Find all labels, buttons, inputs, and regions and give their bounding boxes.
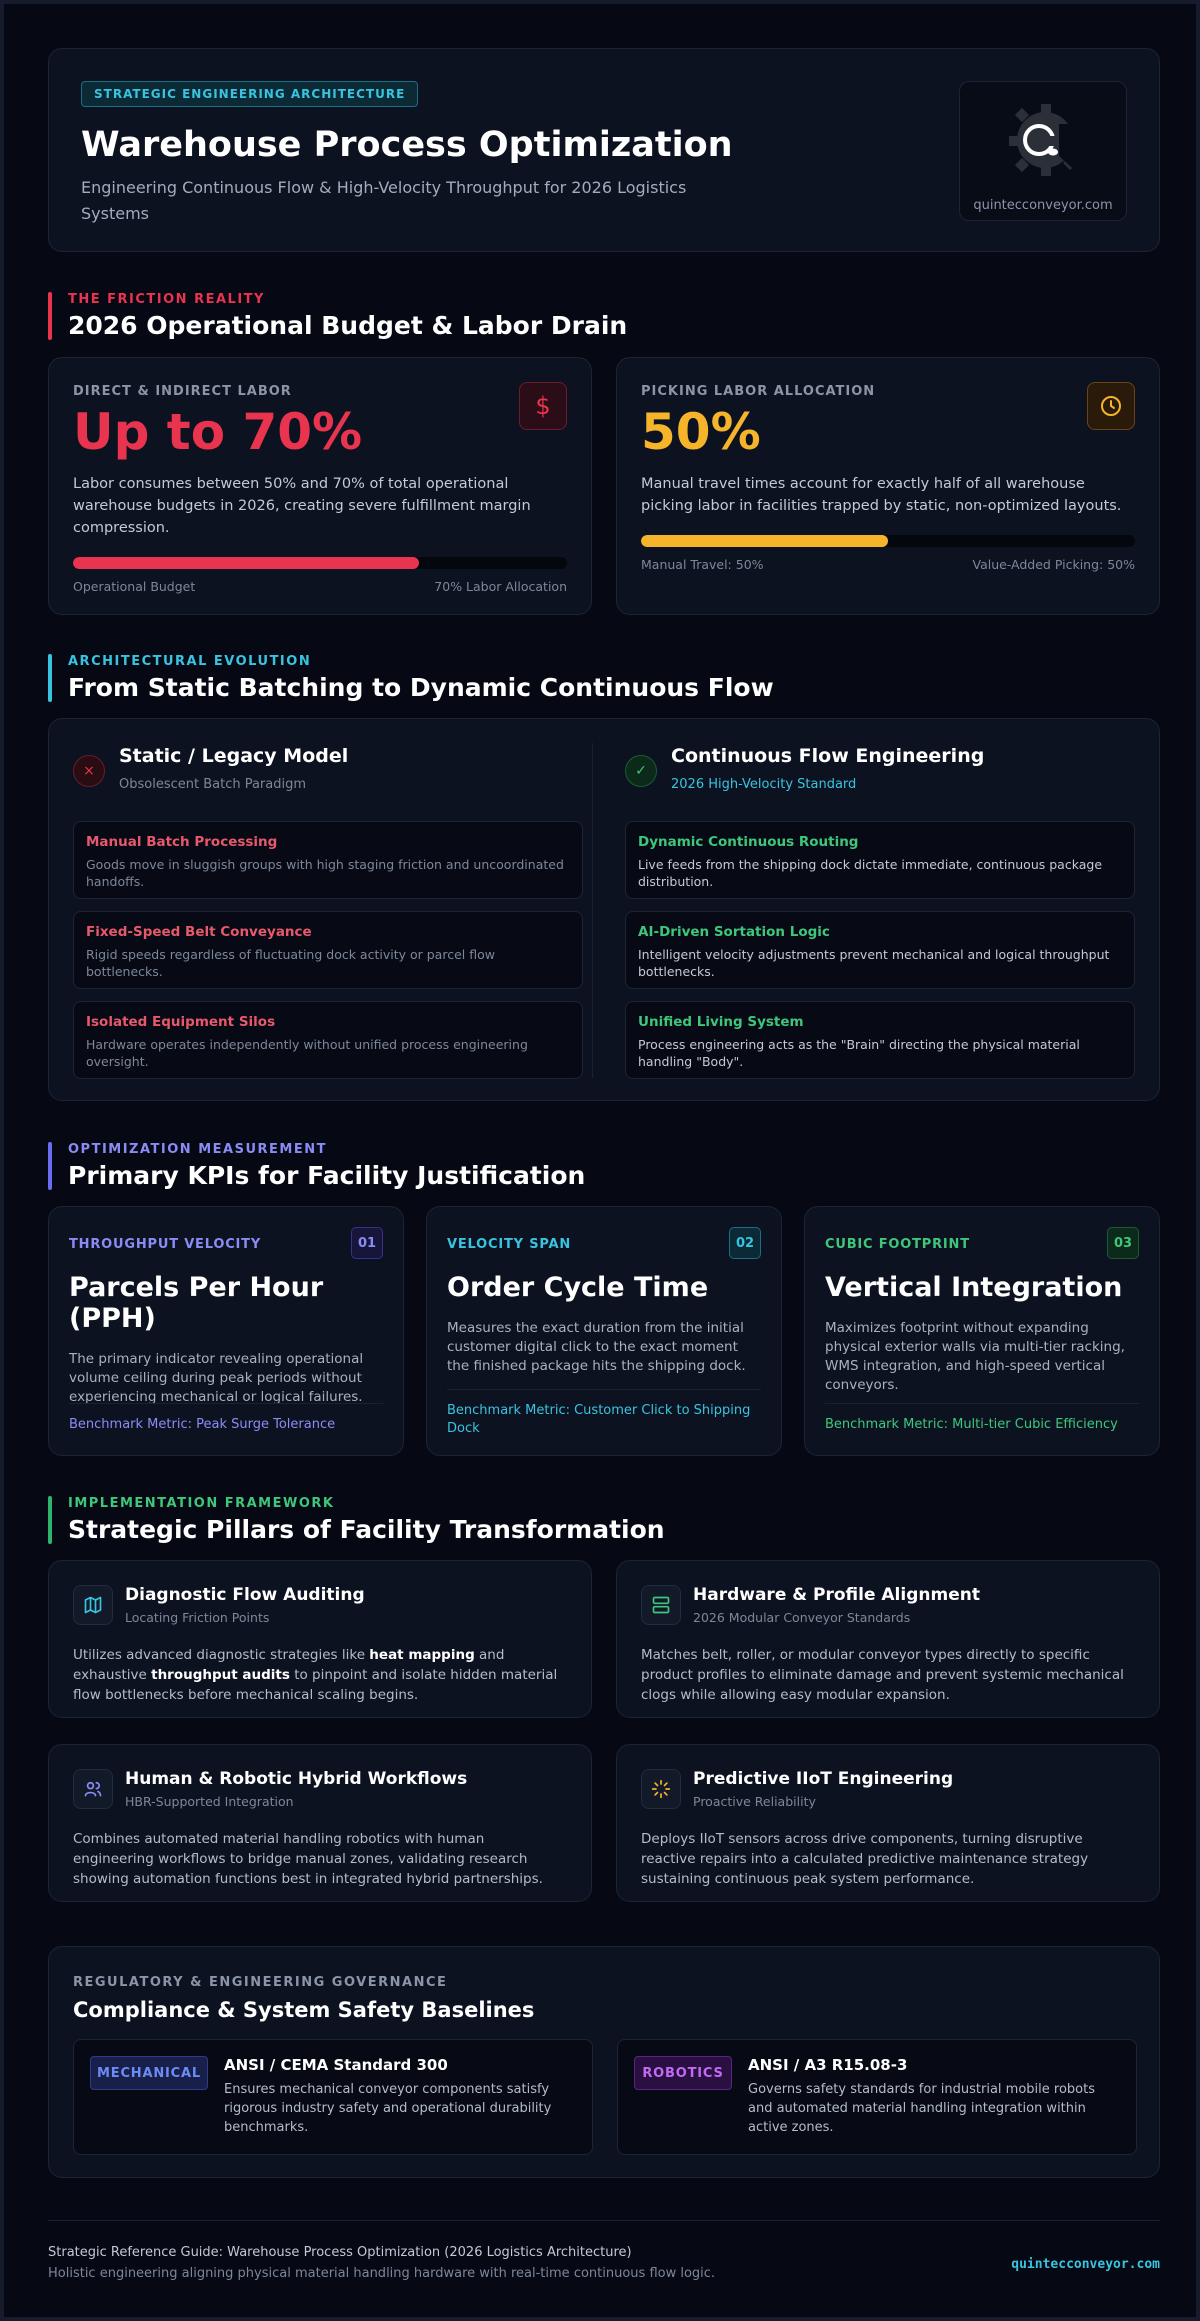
- server-icon: [641, 1585, 681, 1625]
- list-item: [625, 911, 1135, 989]
- kpi-eyebrow: VELOCITY SPAN: [447, 1237, 572, 1252]
- list-item: [625, 821, 1135, 899]
- kpi-card-vertical: [804, 1206, 1160, 1456]
- kpi-description: The primary indicator revealing operational volume ceiling during peak periods without experiencing mechanical or logical failures.: [69, 1351, 364, 1405]
- pillar-description: Matches belt, roller, or modular conveyor types directly to specific product profiles to eliminate damage and prevent systemic mechanical clogs while allowing easy modular expansion.: [641, 1647, 1124, 1703]
- check-mark-icon: ✓: [625, 755, 657, 787]
- picking-percent-value: 50%: [641, 403, 761, 461]
- list-item: [625, 1001, 1135, 1079]
- item-title: Isolated Equipment Silos: [86, 1014, 276, 1030]
- item-text: Goods move in sluggish groups with high staging friction and uncoordinated handoffs.: [86, 857, 564, 889]
- section-eyebrow: THE FRICTION REALITY: [68, 292, 265, 307]
- kpi-benchmark: Benchmark Metric: Peak Surge Tolerance: [69, 1403, 383, 1434]
- item-title: AI-Driven Sortation Logic: [638, 924, 830, 940]
- card-label: DIRECT & INDIRECT LABOR: [73, 384, 292, 399]
- pillar-title: Predictive IIoT Engineering: [693, 1769, 954, 1789]
- highlight-text: throughput audits: [151, 1667, 290, 1683]
- standard-card-mechanical: [73, 2039, 593, 2155]
- item-text: Hardware operates independently without unified process engineering oversight.: [86, 1037, 528, 1069]
- item-text: Process engineering acts as the "Brain" directing the physical material handling "Body".: [638, 1037, 1080, 1069]
- section-title: Strategic Pillars of Facility Transformation: [68, 1515, 665, 1544]
- kpi-description: Maximizes footprint without expanding physical exterior walls via multi-tier racking, WMS integration, and high-speed vertical conveyors.: [825, 1320, 1125, 1393]
- picking-progress-bar: [641, 535, 1135, 547]
- kpi-title: Parcels Per Hour (PPH): [69, 1272, 324, 1334]
- footer-link[interactable]: quintecconveyor.com: [1011, 2257, 1160, 2272]
- pillar-title: Diagnostic Flow Auditing: [125, 1585, 365, 1605]
- category-badge: STRATEGIC ENGINEERING ARCHITECTURE: [81, 81, 418, 107]
- mechanical-tag: MECHANICAL: [90, 2056, 208, 2090]
- section-title: From Static Batching to Dynamic Continuous Flow: [68, 673, 774, 702]
- kpi-number-badge: 02: [729, 1227, 761, 1259]
- budget-progress-fill: [73, 557, 419, 569]
- kpi-eyebrow: THROUGHPUT VELOCITY: [69, 1237, 262, 1252]
- item-text: Rigid speeds regardless of fluctuating dock activity or parcel flow bottlenecks.: [86, 947, 495, 979]
- pillar-subtitle: HBR-Supported Integration: [125, 1794, 294, 1809]
- standard-card-robotics: [617, 2039, 1137, 2155]
- kpi-number-badge: 03: [1107, 1227, 1139, 1259]
- section-title: 2026 Operational Budget & Labor Drain: [68, 311, 628, 340]
- compliance-panel: [48, 1946, 1160, 2178]
- kpi-eyebrow: CUBIC FOOTPRINT: [825, 1237, 970, 1252]
- kpi-title: Vertical Integration: [825, 1272, 1123, 1303]
- kpi-section-heading: [48, 1142, 585, 1190]
- item-title: Manual Batch Processing: [86, 834, 278, 850]
- modern-column: [625, 743, 1135, 1091]
- page-title: Warehouse Process Optimization: [81, 125, 733, 165]
- pillar-description: Deploys IIoT sensors across drive components, turning disruptive reactive repairs into a calculated predictive maintenance strategy sustaining continuous peak system performance.: [641, 1831, 1089, 1887]
- list-item: [73, 1001, 583, 1079]
- list-item: [73, 911, 583, 989]
- picking-progress-fill: [641, 535, 888, 547]
- standard-title: ANSI / A3 R15.08-3: [748, 2056, 908, 2074]
- legacy-title: Static / Legacy Model: [119, 745, 349, 767]
- item-text: Intelligent velocity adjustments prevent mechanical and logical throughput bottlenecks.: [638, 947, 1110, 979]
- pillar-title: Hardware & Profile Alignment: [693, 1585, 980, 1605]
- page-subtitle: Engineering Continuous Flow & High-Velocity Throughput for 2026 Logistics Systems: [81, 178, 687, 223]
- pillar-flow-auditing: [48, 1560, 592, 1718]
- loader-icon: [641, 1769, 681, 1809]
- section-eyebrow: REGULATORY & ENGINEERING GOVERNANCE: [73, 1975, 448, 1990]
- pillar-predictive-iiot: [616, 1744, 1160, 1902]
- pillar-title: Human & Robotic Hybrid Workflows: [125, 1769, 468, 1789]
- item-title: Fixed-Speed Belt Conveyance: [86, 924, 312, 940]
- highlight-text: heat mapping: [369, 1647, 475, 1663]
- section-title: Primary KPIs for Facility Justification: [68, 1161, 586, 1190]
- standard-description: Governs safety standards for industrial mobile robots and automated material handling integration within active zones.: [748, 2082, 1095, 2135]
- card-description: Labor consumes between 50% and 70% of total operational warehouse budgets in 2026, creating severe fulfillment margin compression.: [73, 476, 531, 536]
- card-description: Manual travel times account for exactly half of all warehouse picking labor in facilities trapped by static, non-optimized layouts.: [641, 476, 1122, 514]
- item-title: Unified Living System: [638, 1014, 804, 1030]
- standard-description: Ensures mechanical conveyor components satisfy rigorous industry safety and operational durability benchmarks.: [224, 2082, 552, 2135]
- list-item: [73, 821, 583, 899]
- item-text: Live feeds from the shipping dock dictate immediate, continuous package distribution.: [638, 857, 1103, 889]
- kpi-benchmark: Benchmark Metric: Multi-tier Cubic Efficiency: [825, 1403, 1139, 1434]
- kpi-card-pph: [48, 1206, 404, 1456]
- users-icon: [73, 1769, 113, 1809]
- kpi-number-badge: 01: [351, 1227, 383, 1259]
- pillar-hybrid-workflows: [48, 1744, 592, 1902]
- comparison-panel: [48, 718, 1160, 1101]
- section-eyebrow: IMPLEMENTATION FRAMEWORK: [68, 1496, 335, 1511]
- labor-percent-value: Up to 70%: [73, 403, 363, 461]
- map-icon: [73, 1585, 113, 1625]
- legacy-column: [73, 743, 583, 1091]
- progress-right-label: Value-Added Picking: 50%: [972, 557, 1135, 572]
- pillar-description: Combines automated material handling robotics with human engineering workflows to bridge manual zones, validating research showing automation functions best in integrated hybrid partnerships.: [73, 1831, 543, 1887]
- modern-title: Continuous Flow Engineering: [671, 745, 985, 767]
- kpi-description: Measures the exact duration from the initial customer digital click to the exact moment the finished package hits the shipping dock.: [447, 1320, 746, 1374]
- logo-url: quintecconveyor.com: [973, 198, 1113, 213]
- pillar-subtitle: Locating Friction Points: [125, 1610, 270, 1625]
- friction-section-heading: [48, 292, 627, 340]
- hero-header: [48, 48, 1160, 252]
- modern-subtitle: 2026 High-Velocity Standard: [671, 777, 857, 792]
- item-title: Dynamic Continuous Routing: [638, 834, 859, 850]
- footer-title: Strategic Reference Guide: Warehouse Process Optimization (2026 Logistics Architecture): [48, 2245, 632, 2260]
- pillar-description: Utilizes advanced diagnostic strategies like heat mapping and exhaustive throughput audits to pinpoint and isolate hidden material flow bottlenecks before mechanical scaling begins.: [73, 1647, 558, 1703]
- pillar-subtitle: Proactive Reliability: [693, 1794, 816, 1809]
- pillar-hardware-alignment: [616, 1560, 1160, 1718]
- kpi-card-cycle-time: [426, 1206, 782, 1456]
- gear-logo-icon: [995, 96, 1091, 192]
- labor-budget-card: [48, 357, 592, 615]
- section-eyebrow: OPTIMIZATION MEASUREMENT: [68, 1142, 327, 1157]
- kpi-benchmark: Benchmark Metric: Customer Click to Shipping Dock: [447, 1389, 761, 1438]
- clock-icon: [1087, 382, 1135, 430]
- progress-right-label: 70% Labor Allocation: [434, 579, 567, 594]
- progress-left-label: Operational Budget: [73, 579, 196, 594]
- page-footer: [48, 2220, 1160, 2281]
- budget-progress-bar: [73, 557, 567, 569]
- pillars-section-heading: [48, 1496, 665, 1544]
- standard-title: ANSI / CEMA Standard 300: [224, 2056, 448, 2074]
- robotics-tag: ROBOTICS: [634, 2056, 732, 2090]
- card-label: PICKING LABOR ALLOCATION: [641, 384, 876, 399]
- logo-box[interactable]: [959, 81, 1127, 221]
- pillar-subtitle: 2026 Modular Conveyor Standards: [693, 1610, 911, 1625]
- dollar-icon: $: [519, 382, 567, 430]
- column-divider: [592, 743, 593, 1078]
- progress-left-label: Manual Travel: 50%: [641, 557, 764, 572]
- section-eyebrow: ARCHITECTURAL EVOLUTION: [68, 654, 312, 669]
- picking-labor-card: [616, 357, 1160, 615]
- section-title: Compliance & System Safety Baselines: [73, 1998, 535, 2022]
- evolution-section-heading: [48, 654, 774, 702]
- kpi-title: Order Cycle Time: [447, 1272, 709, 1303]
- x-mark-icon: ×: [73, 755, 105, 787]
- legacy-subtitle: Obsolescent Batch Paradigm: [119, 777, 307, 792]
- footer-subtitle: Holistic engineering aligning physical material handling hardware with real-time continuous flow logic.: [48, 2266, 716, 2281]
